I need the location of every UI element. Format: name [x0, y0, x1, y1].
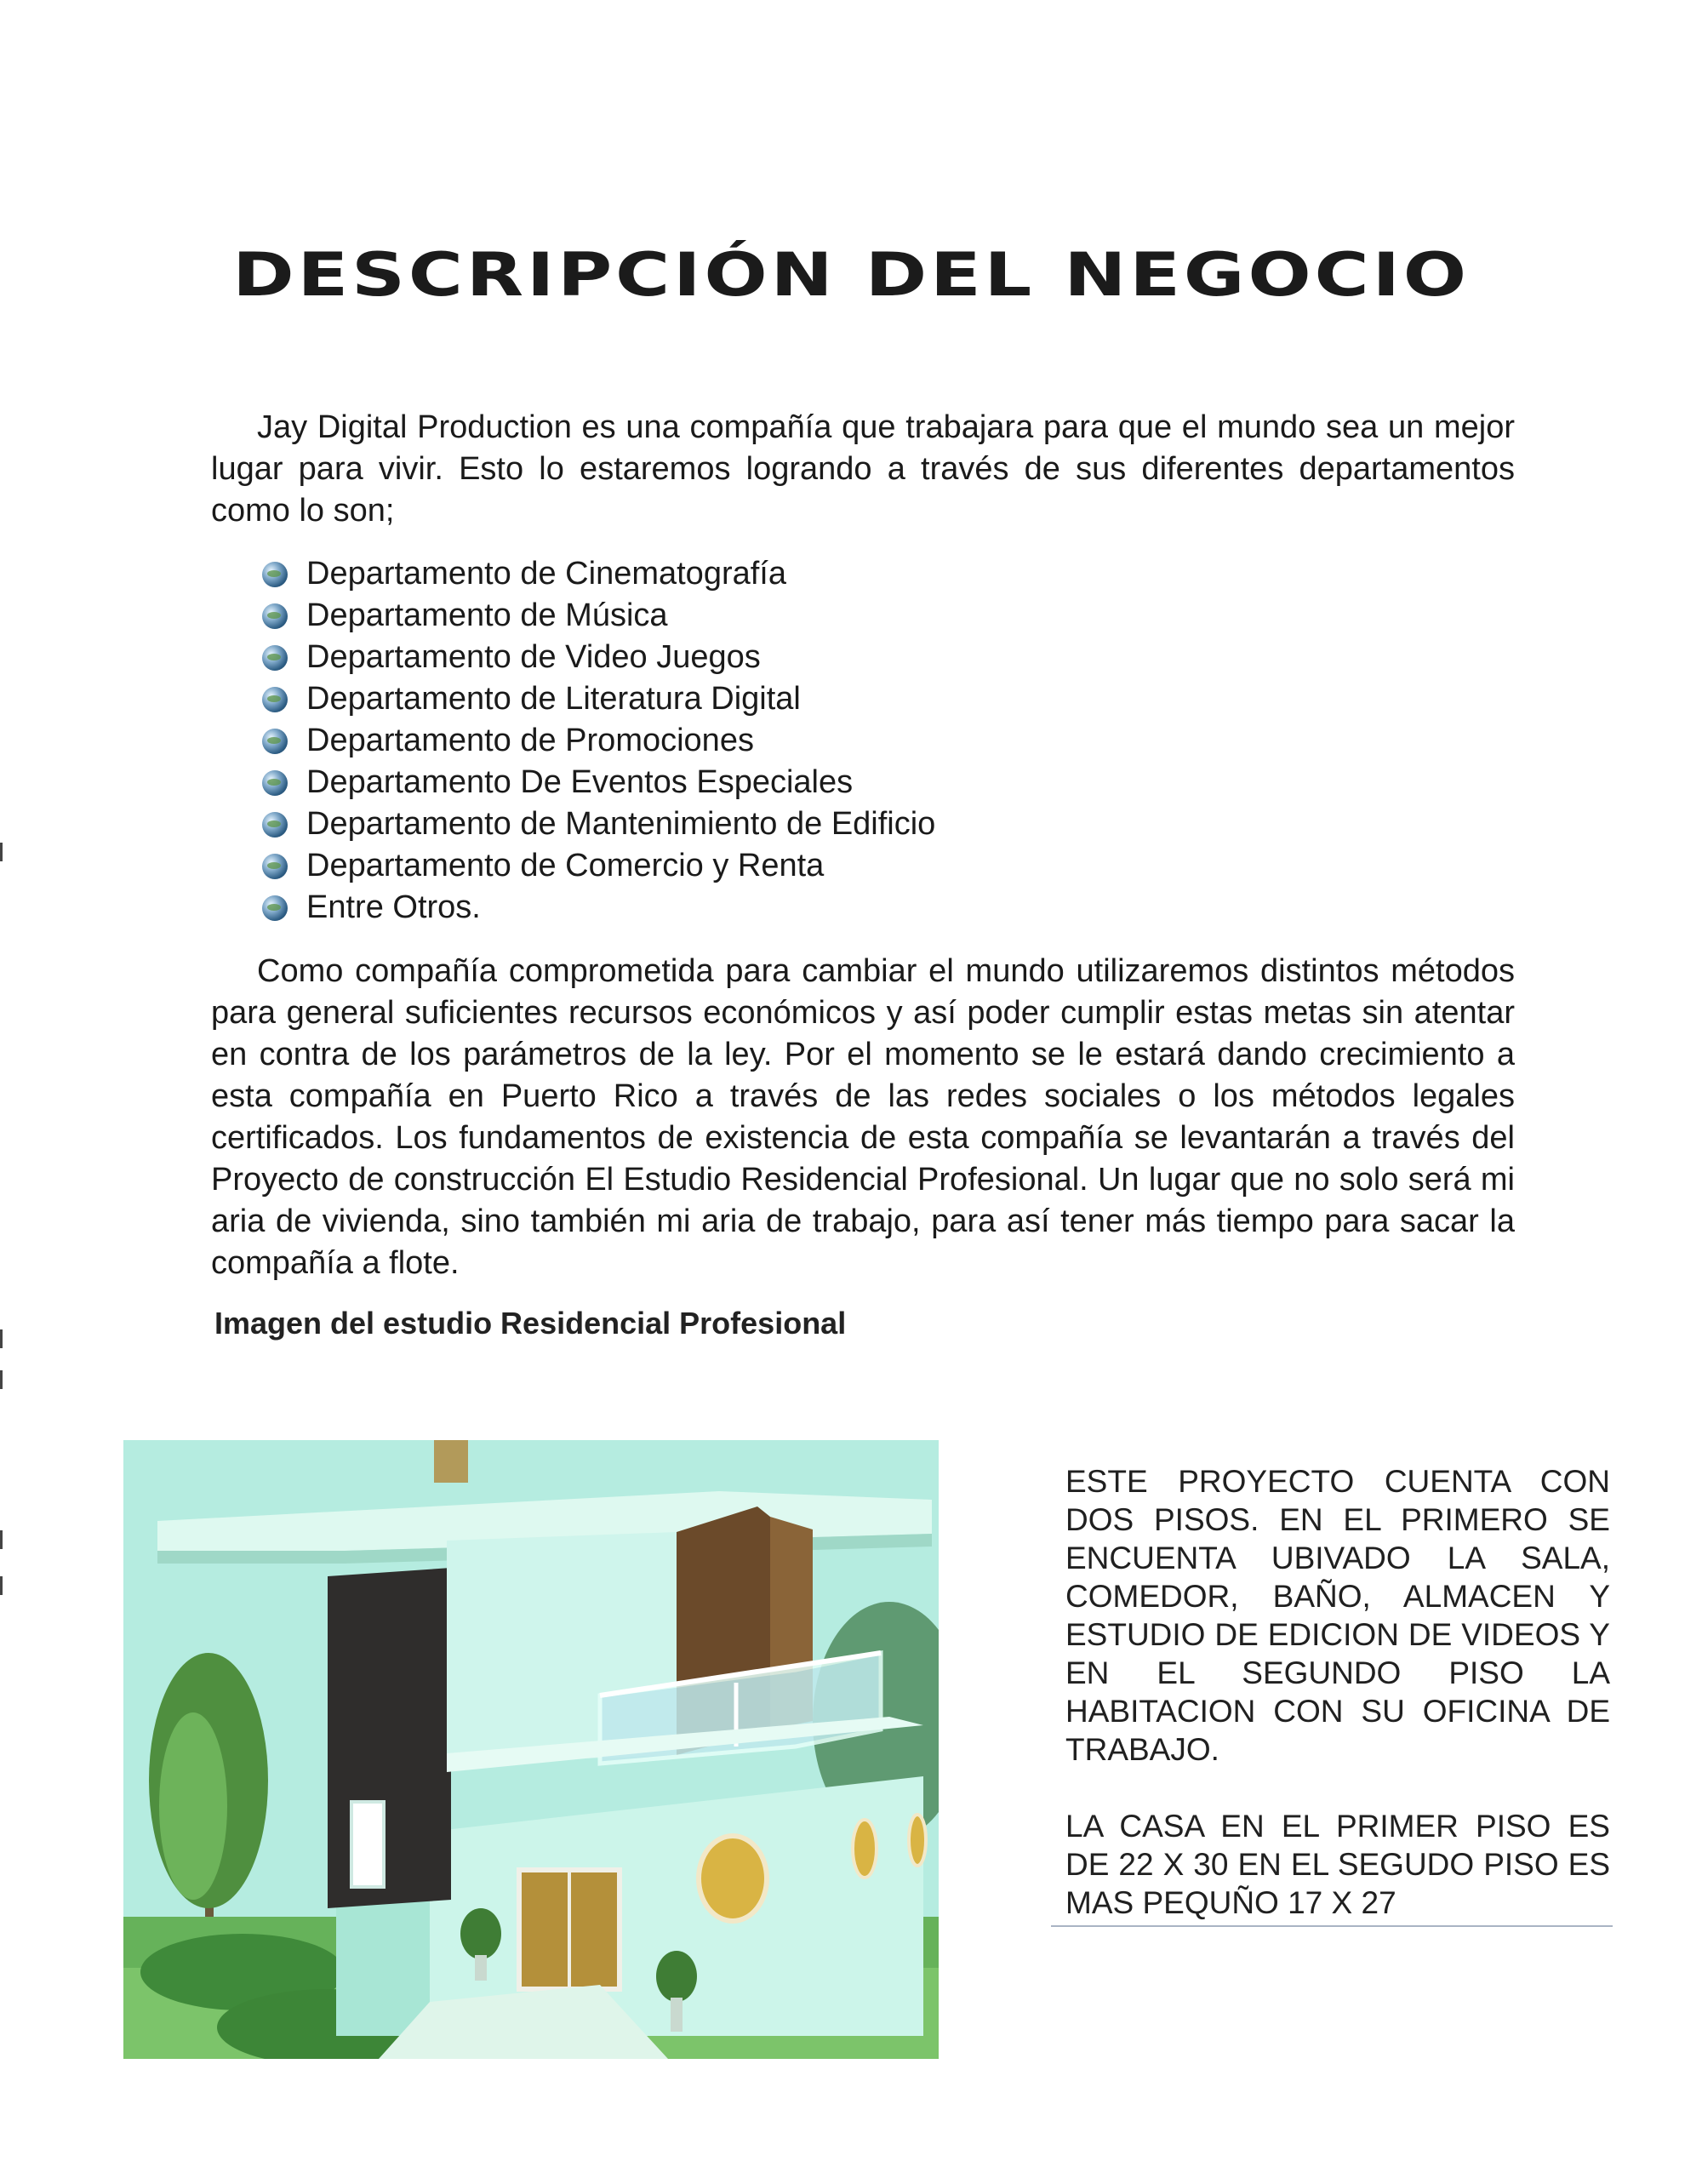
list-item	[262, 553, 935, 595]
project-dimensions-text: LA CASA EN EL PRIMER PISO ES DE 22 X 30 EN EL SEGUDO PISO ES MAS PEQUÑO 17 X 27	[1065, 1809, 1610, 1920]
globe-bullet-icon	[262, 729, 288, 754]
globe-bullet-icon	[262, 812, 288, 838]
divider-line	[1051, 1925, 1613, 1927]
list-item	[262, 678, 935, 720]
department-label: Departamento de Mantenimiento de Edificio	[306, 806, 936, 842]
list-item	[262, 803, 935, 845]
department-list	[262, 553, 935, 929]
department-label: Departamento de Música	[306, 597, 668, 633]
house-rendering-image	[123, 1440, 939, 2059]
globe-bullet-icon	[262, 854, 288, 879]
list-item	[262, 720, 935, 762]
scan-edge-mark	[0, 1576, 3, 1595]
globe-bullet-icon	[262, 687, 288, 712]
scan-edge-mark	[0, 1329, 3, 1348]
globe-bullet-icon	[262, 603, 288, 629]
globe-bullet-icon	[262, 645, 288, 671]
department-label: Entre Otros.	[306, 889, 481, 925]
project-floors-text: ESTE PROYECTO CUENTA CON DOS PISOS. EN EL PRIMERO SE ENCUENTA UBIVADO LA SALA, COMEDOR, BAÑO, ALMACEN Y ESTUDIO DE EDICION DE VIDEOS Y EN EL SEGUNDO PISO LA HABITACION CON SU OFICINA DE TRABAJO.	[1065, 1464, 1610, 1767]
body-paragraph: Como compañía comprometida para cambiar el mundo utilizaremos distintos métodos para general suficientes recursos económicos y así poder cumplir estas metas sin atentar en contra de los parámetros de la ley. Por el momento se le estará dando crecimiento a esta compañía en Puerto Rico a través de las redes sociales o los métodos legales certificados. Los fundamentos de existencia de esta compañía se levantarán a través del Proyecto de construcción El Estudio Residencial Profesional. Un lugar que no solo será mi aria de vivienda, sino también mi aria de trabajo, para así tener más tiempo para sacar la compañía a flote.	[211, 953, 1515, 1281]
department-label: Departamento de Comercio y Renta	[306, 848, 825, 883]
intro-paragraph: Jay Digital Production es una compañía que trabajara para que el mundo sea un mejor lugar para vivir. Esto lo estaremos logrando a través de sus diferentes departamentos como lo son;	[211, 409, 1515, 529]
list-item	[262, 595, 935, 637]
list-item	[262, 637, 935, 678]
image-caption: Imagen del estudio Residencial Profesional	[214, 1306, 847, 1341]
scan-edge-mark	[0, 1530, 3, 1549]
list-item	[262, 762, 935, 803]
list-item	[262, 887, 935, 929]
house-rendering-svg	[123, 1440, 939, 2059]
department-label: Departamento de Promociones	[306, 723, 754, 758]
scan-edge-mark	[0, 1370, 3, 1389]
project-description	[1065, 1462, 1610, 1922]
department-label: Departamento de Literatura Digital	[306, 681, 801, 717]
scan-edge-mark	[0, 843, 3, 861]
globe-bullet-icon	[262, 562, 288, 587]
globe-bullet-icon	[262, 770, 288, 796]
page-title: DESCRIPCIÓN DEL NEGOCIO	[232, 240, 1470, 310]
globe-bullet-icon	[262, 895, 288, 921]
department-label: Departamento de Video Juegos	[306, 639, 761, 675]
department-label: Departamento De Eventos Especiales	[306, 764, 854, 800]
list-item	[262, 845, 935, 887]
department-label: Departamento de Cinematografía	[306, 556, 786, 592]
